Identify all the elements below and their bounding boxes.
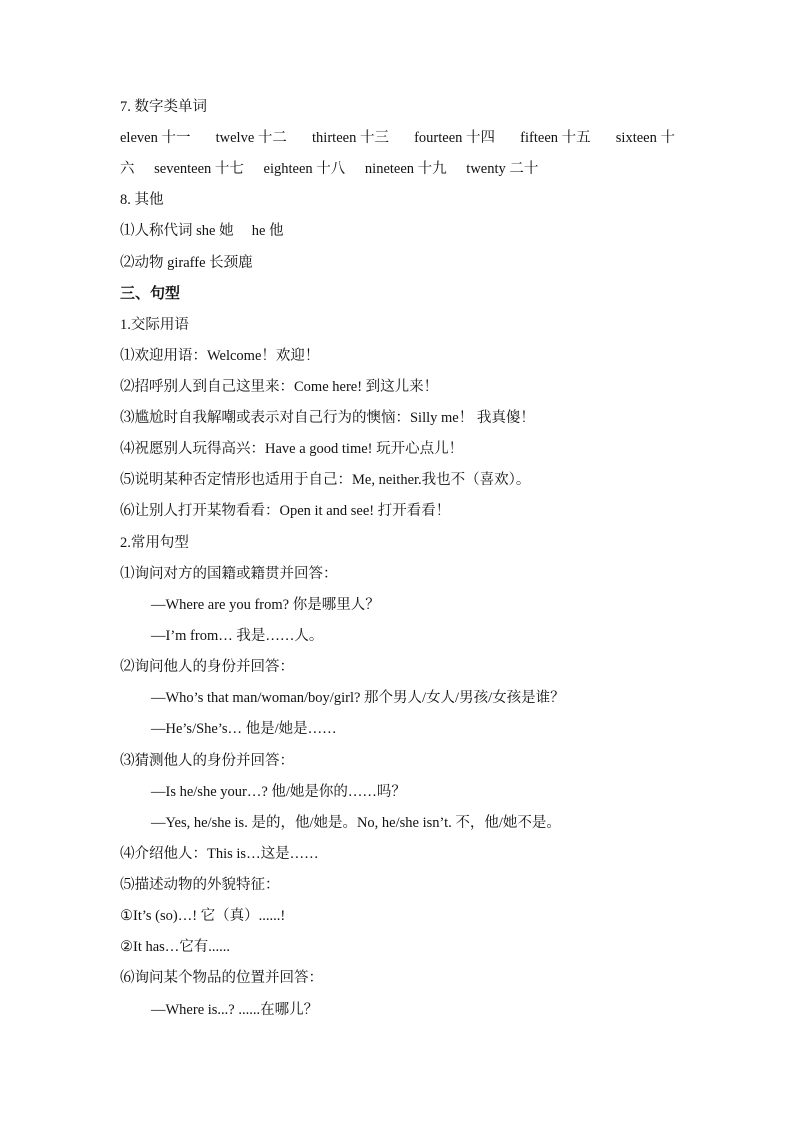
sub-heading-sentence-patterns: 2.常用句型 [120,535,189,551]
section-7-heading: 7. 数字类单词 [120,99,207,115]
number-words-row-2 [120,160,554,178]
number-word: sixteen 十 [615,130,675,146]
phrase-item: ⑹让别人打开某物看看：Open it and see! 打开看看！ [120,503,451,519]
other-item: ⑵动物 giraffe 长颈鹿 [120,255,253,271]
pattern-line: ⑹询问某个物品的位置并回答： [120,970,323,986]
section-8-heading: 8. 其他 [120,192,164,208]
phrase-item: ⑷祝愿别人玩得高兴：Have a good time! 玩开心点儿！ [120,441,464,457]
number-word: twenty 二十 [466,161,539,177]
number-word: fifteen 十五 [520,130,591,146]
pattern-line: ⑵询问他人的身份并回答： [120,659,294,675]
pattern-line: —I’m from… 我是……人。 [151,628,324,644]
pattern-line: ⑸描述动物的外貌特征： [120,877,280,893]
number-word: twelve 十二 [215,130,287,146]
section-3-heading: 三、句型 [120,286,181,302]
pattern-line: ①It’s (so)…! 它（真）......! [120,908,286,924]
number-word: eleven 十一 [120,130,191,146]
pattern-line: ⑷介绍他人：This is…这是…… [120,846,319,862]
pattern-line: —Where is...? ......在哪儿？ [151,1002,319,1018]
phrase-item: ⑵招呼别人到自己这里来：Come here! 到这儿来！ [120,379,439,395]
number-words-row-1 [120,129,675,147]
number-word: seventeen 十七 [154,161,244,177]
number-word: nineteen 十九 [364,161,447,177]
number-word: fourteen 十四 [414,130,496,146]
pattern-line: ⑴询问对方的国籍或籍贯并回答： [120,566,338,582]
phrase-item: ⑴欢迎用语：Welcome！欢迎！ [120,348,320,364]
phrase-item: ⑸说明某种否定情形也适用于自己：Me, neither.我也不（喜欢）。 [120,472,531,488]
pattern-line: —Is he/she your…? 他/她是你的……吗？ [151,784,406,800]
pattern-line: —Yes, he/she is. 是的，他/她是。No, he/she isn’t. 不，他/她不是。 [151,815,561,831]
pattern-line: —Where are you from? 你是哪里人？ [151,597,380,613]
pattern-line: —Who’s that man/woman/boy/girl? 那个男人/女人/男孩/女孩是谁？ [151,690,565,706]
sub-heading-communication: 1.交际用语 [120,317,189,333]
number-word: eighteen 十八 [263,161,346,177]
pattern-line: ⑶猜测他人的身份并回答： [120,753,294,769]
other-item: ⑴人称代词 she 她 he 他 [120,223,284,239]
number-word: thirteen 十三 [312,130,389,146]
pattern-line: —He’s/She’s… 他是/她是…… [151,721,337,737]
pattern-line: ②It has…它有...... [120,939,231,955]
number-word: 六 [120,161,135,177]
phrase-item: ⑶尴尬时自我解嘲或表示对自己行为的懊恼：Silly me！ 我真傻！ [120,410,535,426]
